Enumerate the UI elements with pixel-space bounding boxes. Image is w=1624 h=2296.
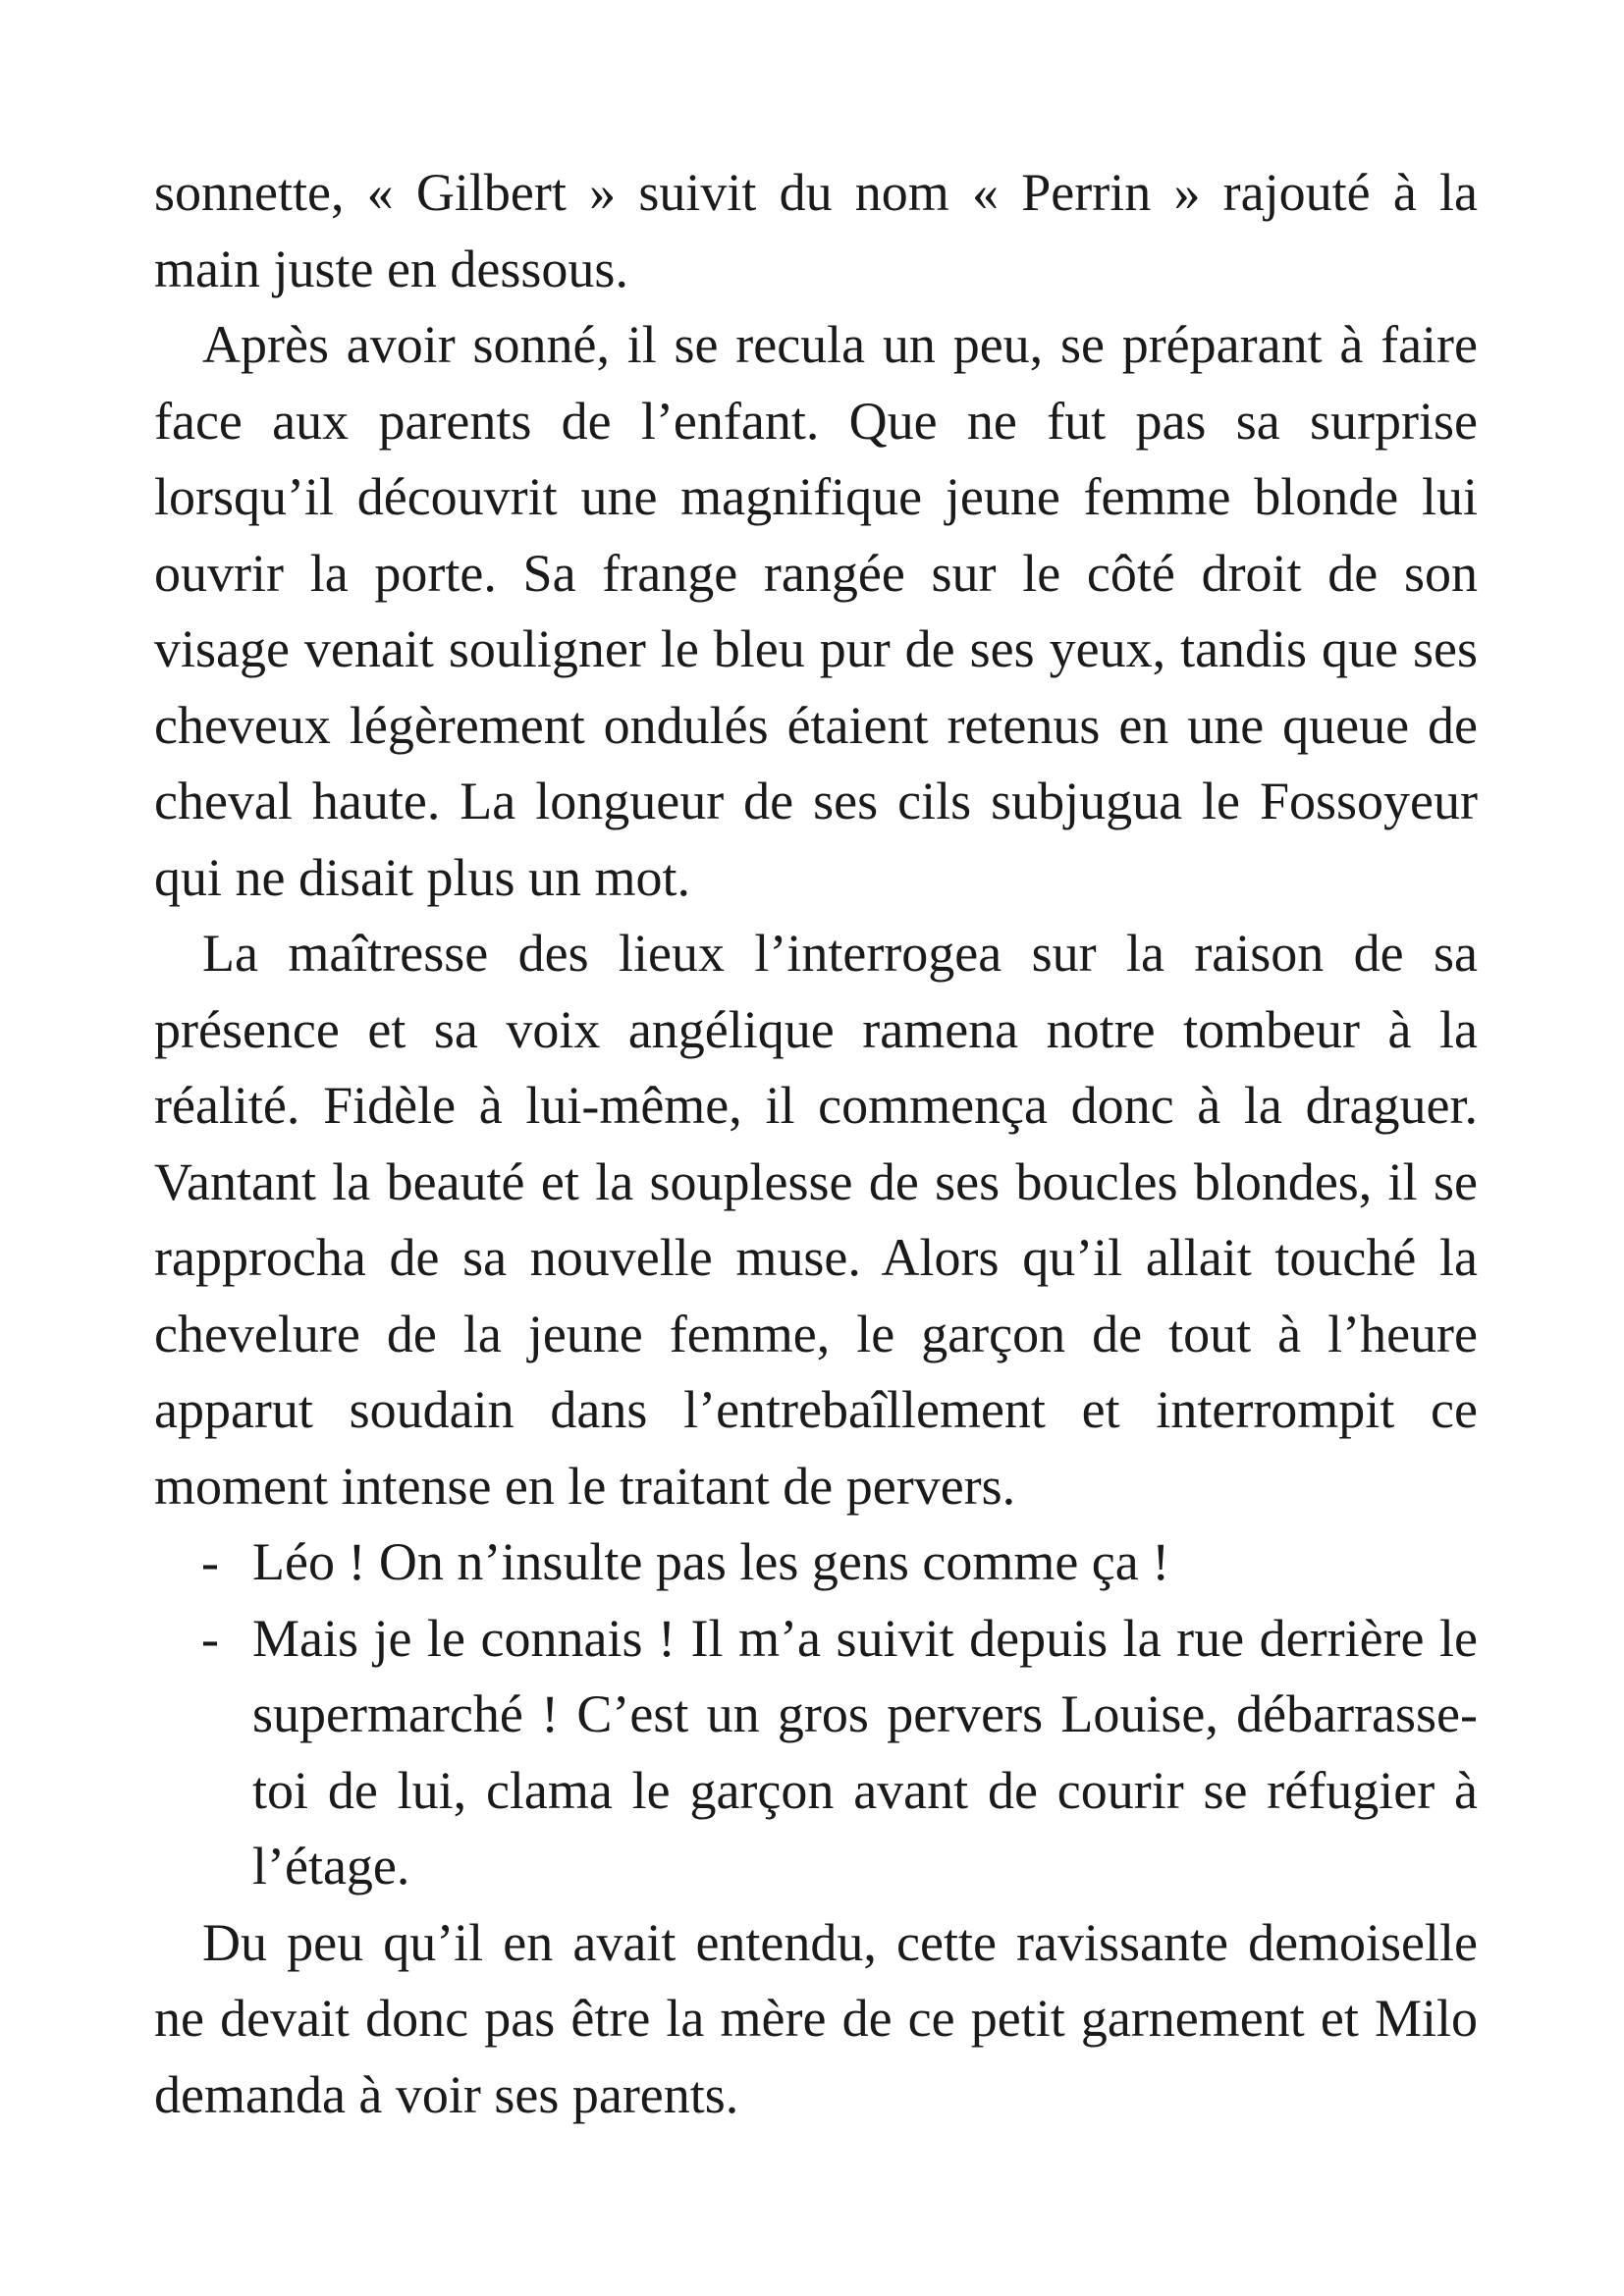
dialogue-dash: - bbox=[201, 1608, 219, 1668]
paragraph-continuation: sonnette, « Gilbert » suivit du nom « Perrin » rajouté à la main juste en dessous. bbox=[154, 163, 1478, 298]
dialogue-dash: - bbox=[201, 1532, 219, 1591]
dialogue-text: Léo ! On n’insulte pas les gens comme ça ! bbox=[252, 1532, 1170, 1591]
paragraph-flirting: La maîtresse des lieux l’interrogea sur la raison de sa présence et sa voix angélique ramena notre tombeur à la réalité. Fidèle à lui-même, il commença donc à la draguer. Vantant la beauté et la souplesse de ses boucles blondes, il se rapprocha de sa nouvelle muse. Alors qu’il allait touché la chevelure de la jeune femme, le garçon de tout à l’heure apparut soudain dans l’entrebaîllement et interrompit ce moment intense en le traitant de pervers. bbox=[154, 924, 1478, 1516]
dialogue-line bbox=[154, 1524, 1478, 1601]
paragraph-door-opening: Après avoir sonné, il se recula un peu, se préparant à faire face aux parents de l’enfant. Que ne fut pas sa surprise lorsqu’il découvrit une magnifique jeune femme blonde lui ouvrir la porte. Sa frange rangée sur le côté droit de son visage venait souligner le bleu pur de ses yeux, tandis que ses cheveux légèrement ondulés étaient retenus en une queue de cheval haute. La longueur de ses cils subjugua le Fossoyeur qui ne disait plus un mot. bbox=[154, 315, 1478, 907]
body-text bbox=[154, 155, 1478, 2133]
dialogue-list bbox=[154, 1524, 1478, 1905]
dialogue-line bbox=[154, 1601, 1478, 1905]
dialogue-text: Mais je le connais ! Il m’a suivit depuis la rue derrière le supermarché ! C’est un gros pervers Louise, débarrasse-toi de lui, clama le garçon avant de courir se réfugier à l’étage. bbox=[252, 1608, 1478, 1896]
paragraph-parents-request: Du peu qu’il en avait entendu, cette ravissante demoiselle ne devait donc pas être la mère de ce petit garnement et Milo demanda à voir ses parents. bbox=[154, 1912, 1478, 2124]
